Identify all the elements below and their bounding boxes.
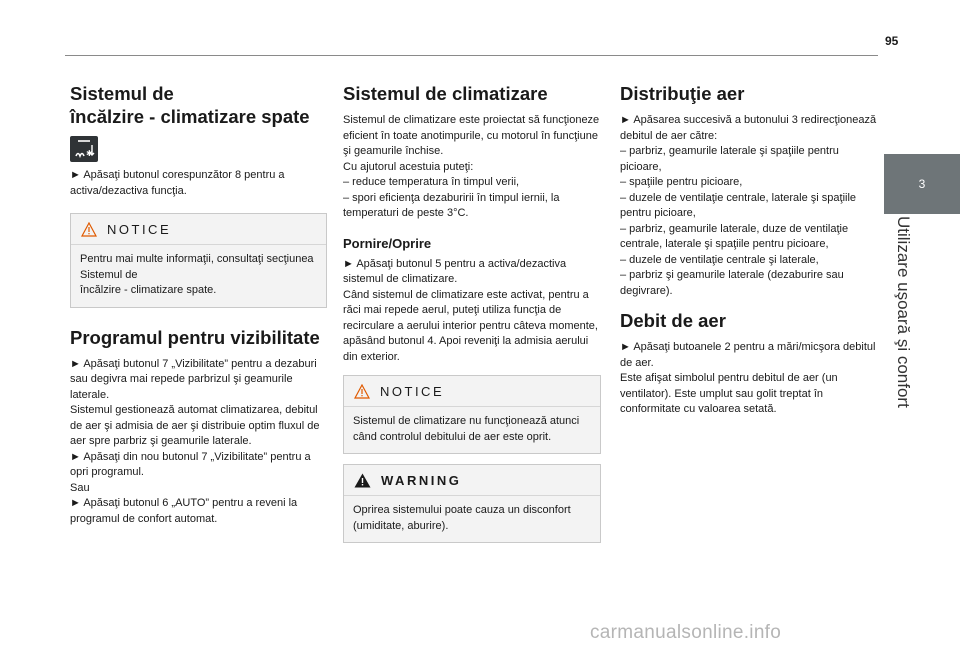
rear-climate-icon [70,136,98,162]
page-number: 95 [885,34,899,48]
column-2 [343,82,601,543]
notice-title: NOTICE [380,383,445,399]
side-title [893,216,915,416]
svg-text:✱: ✱ [86,149,93,158]
heading-air-distribution: Distribuţie aer [620,83,745,104]
distribution-paragraph: ► Apăsarea succesivă a butonului 3 redirecţionează debitul de aer către: – parbriz, geamurile laterale şi spaţiile pentru picioare, – spaţiile pentru picioare, – duzele de ventilaţie centrale, laterale şi spaţiile pentru picioare, – parbriz, geamurile laterale, duze de ventilaţie centrale, laterale şi spaţiile pentru picioare, – duzele de ventilaţie centrale şi laterale, – parbriz şi geamurile laterale (dezaburire sau degivrare). [620,114,877,297]
ac-paragraph: Sistemul de climatizare este proiectat să funcţioneze eficient în toate anotimpurile, cu motorul în funcţiune şi geamurile închise. Cu ajutorul acestuia puteţi: – reduce temperatura în timpul verii, – spori eficienţa dezaburirii în timpul iernii, la temperaturi de peste 3°C. [343,114,600,219]
heading-air-conditioning: Sistemul de climatizare [343,83,548,104]
heading-air-flow: Debit de aer [620,310,726,331]
rear-paragraph: ► Apăsaţi butonul corespunzător 8 pentru a activa/dezactiva funcţia. [70,169,285,197]
chapter-tab [884,154,960,214]
notice-text: Sistemul de climatizare nu funcţionează atunci când controlul debitului de aer este oprit. [353,415,580,443]
side-title-text: Utilizare uşoară şi confort [894,216,913,408]
warning-text: Oprirea sistemului poate cauza un disconfort (umiditate, aburire). [353,504,571,532]
heading-rear-heating: Sistemul de încălzire - climatizare spate [70,83,310,127]
heading-visibility: Programul pentru vizibilitate [70,326,320,348]
warning-triangle-filled-icon [354,473,371,488]
notice-box-ac [343,375,601,454]
air-flow-paragraph: ► Apăsaţi butoanele 2 pentru a mări/micşora debitul de aer. Este afişat simbolul pentru debitul de aer (un ventilator). Este umplut sau golit treptat în conformitate cu valoarea setată. [620,341,876,415]
column-1 [70,82,327,527]
notice-box-rear [70,213,327,308]
header-rule [65,55,878,56]
visibility-paragraph: ► Apăsaţi butonul 7 „Vizibilitate” pentru a dezaburi sau degivra mai repede parbrizul şi geamurile laterale. Sistemul gestionează automat climatizarea, debitul de aer şi admisia de aer şi distribuie optim fluxul de aer spre parbriz şi geamurile laterale. ► Apăsaţi din nou butonul 7 „Vizibilitate” pentru a opri programul. Sau ► Apăsaţi butonul 6 „AUTO” pentru a reveni la programul de confort automat. [70,357,320,525]
notice-text: Pentru mai multe informaţii, consultaţi secţiunea Sistemul de încălzire - climatizare spate. [80,253,314,296]
chapter-number: 3 [918,177,926,191]
notice-title: NOTICE [107,221,172,237]
warning-box [343,464,601,543]
watermark: carmanualsonline.info [590,622,782,643]
warning-title: WARNING [381,472,462,488]
warning-triangle-outline-icon [354,384,370,399]
on-off-paragraph: ► Apăsaţi butonul 5 pentru a activa/dezactiva sistemul de climatizare. Când sistemul de climatizare este activat, pentru a răci mai repede aerul, puteţi utiliza funcţia de recirculare a aerului interior pentru câteva momente, apăsând butonul 4. Apoi reveniţi la admisia aerului din exterior. [343,257,598,363]
heading-on-off: Pornire/Oprire [343,235,432,251]
warning-triangle-outline-icon [81,222,97,237]
column-3 [620,82,882,418]
